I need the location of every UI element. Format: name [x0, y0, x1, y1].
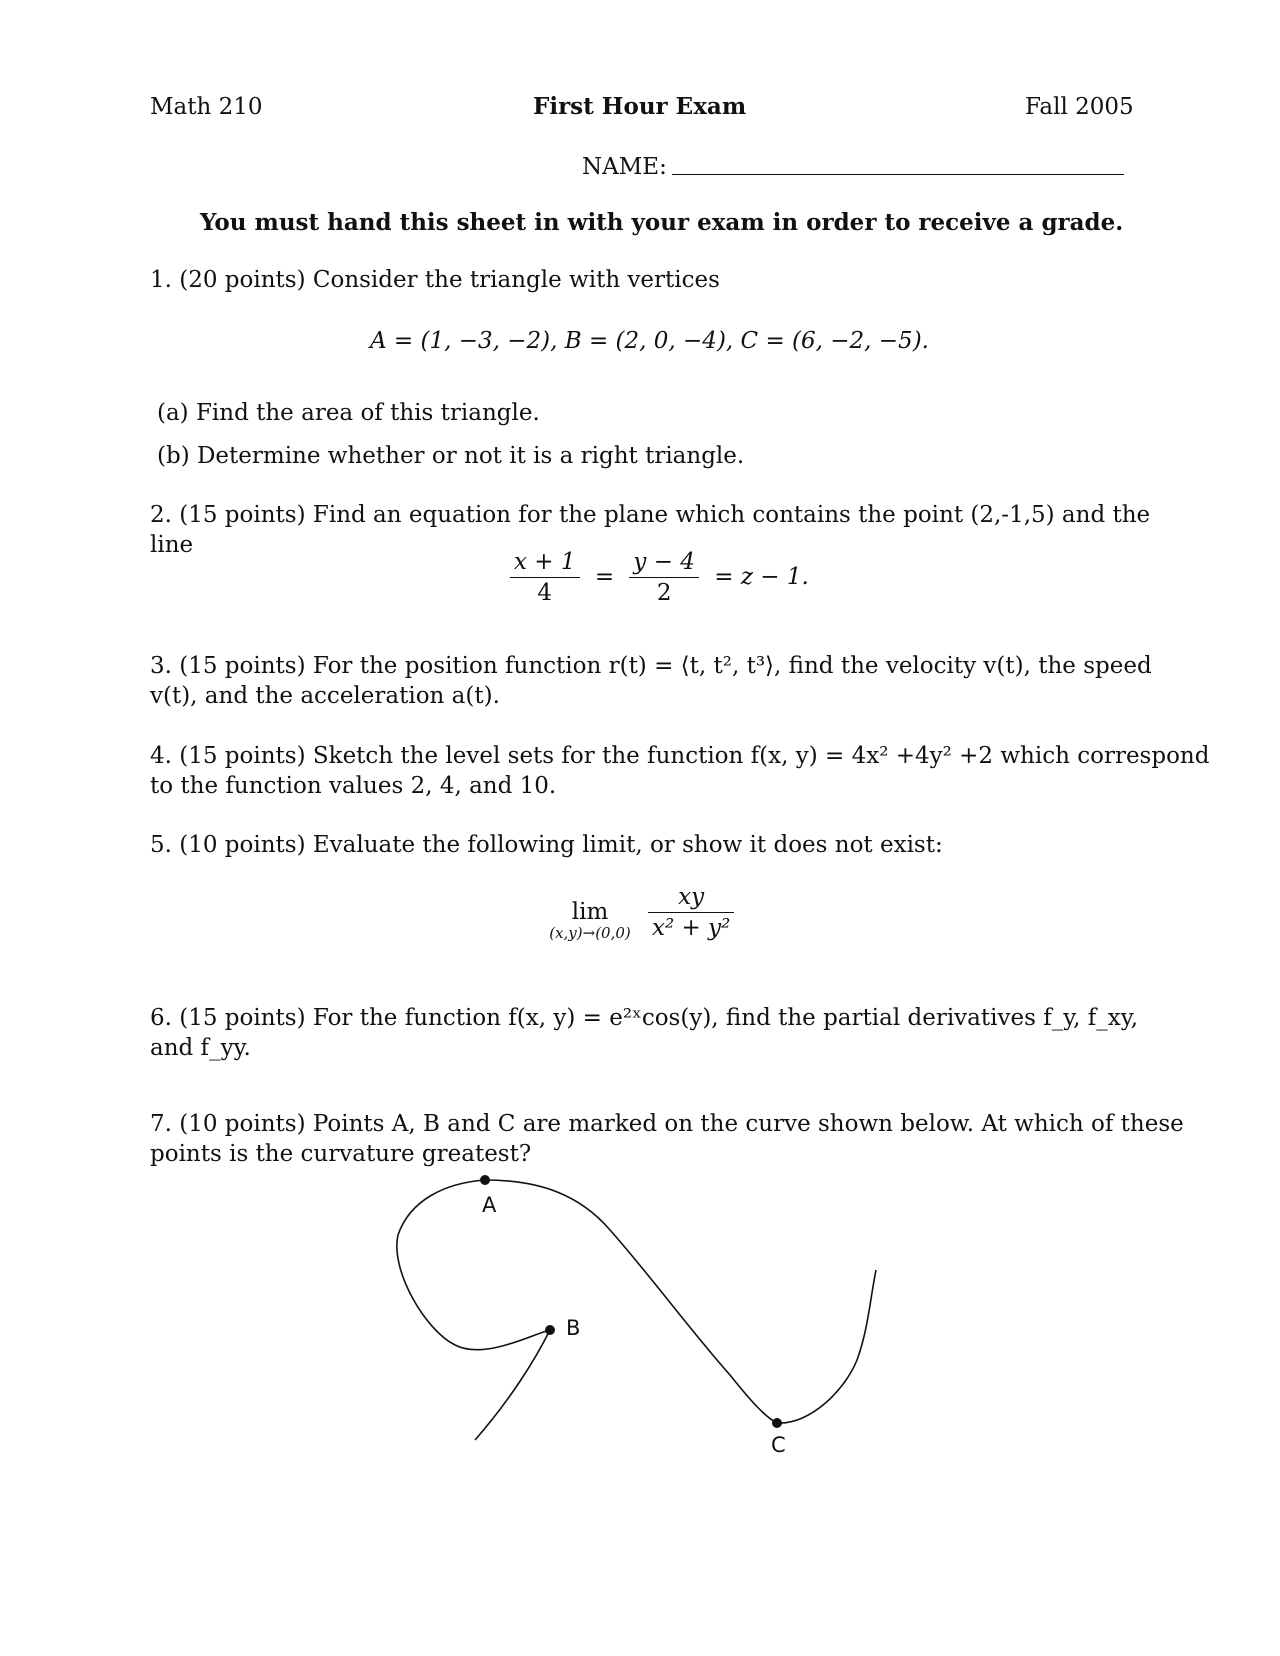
- point-c-label: C: [771, 1433, 786, 1457]
- q5-lim: lim: [571, 899, 609, 925]
- q5-line1: 5. (10 points) Evaluate the following limit, or show it does not exist:: [150, 832, 943, 858]
- q6-line2: and f_yy.: [150, 1035, 251, 1061]
- q2-line1: 2. (15 points) Find an equation for the plane which contains the point (2,-1,5) and the: [150, 502, 1151, 528]
- q2-tail: = z − 1.: [714, 563, 809, 590]
- q2-frac2-den: 2: [656, 580, 672, 606]
- q7-line2: points is the curvature greatest?: [150, 1141, 532, 1167]
- q2-frac1-num: x + 1: [510, 549, 580, 578]
- exam-title: First Hour Exam: [533, 93, 747, 120]
- q1-vertices: A = (1, −3, −2), B = (2, 0, −4), C = (6, −2, −5).: [370, 328, 929, 354]
- q1-intro: 1. (20 points) Consider the triangle with vertices: [150, 267, 720, 293]
- q3-line1: 3. (15 points) For the position function r(t) = ⟨t, t², t³⟩, find the velocity v(t), the speed: [150, 653, 1152, 679]
- term-label: Fall 2005: [1025, 94, 1134, 120]
- q1-part-b: (b) Determine whether or not it is a right triangle.: [157, 443, 745, 469]
- q2-equals: =: [594, 563, 615, 590]
- q1-part-a: (a) Find the area of this triangle.: [157, 400, 540, 426]
- point-a-label: A: [482, 1193, 497, 1217]
- name-label: NAME:: [582, 154, 667, 180]
- q5-lim-sub: (x,y)→(0,0): [549, 924, 631, 942]
- q2-frac2-num: y − 4: [629, 549, 699, 578]
- point-b-label: B: [566, 1316, 581, 1340]
- q2-frac1-den: 4: [537, 580, 553, 606]
- q5-frac-num: xy: [648, 884, 734, 913]
- point-c-marker: [772, 1418, 782, 1428]
- q2-line2: line: [150, 532, 194, 558]
- instruction: You must hand this sheet in with your exam in order to receive a grade.: [200, 209, 1124, 236]
- point-a-marker: [480, 1175, 490, 1185]
- q5-frac-den: x² + y²: [652, 915, 731, 941]
- q3-line2: v(t), and the acceleration a(t).: [150, 683, 500, 709]
- course-label: Math 210: [150, 94, 263, 120]
- q7-line1: 7. (10 points) Points A, B and C are marked on the curve shown below. At which of these: [150, 1111, 1184, 1137]
- point-b-marker: [545, 1325, 555, 1335]
- q4-line2: to the function values 2, 4, and 10.: [150, 773, 557, 799]
- curve-path: [397, 1180, 876, 1440]
- q4-line1: 4. (15 points) Sketch the level sets for the function f(x, y) = 4x² +4y² +2 which correspond: [150, 743, 1210, 769]
- q6-line1: 6. (15 points) For the function f(x, y) = e²ˣcos(y), find the partial derivatives f_y, f_xy,: [150, 1005, 1139, 1031]
